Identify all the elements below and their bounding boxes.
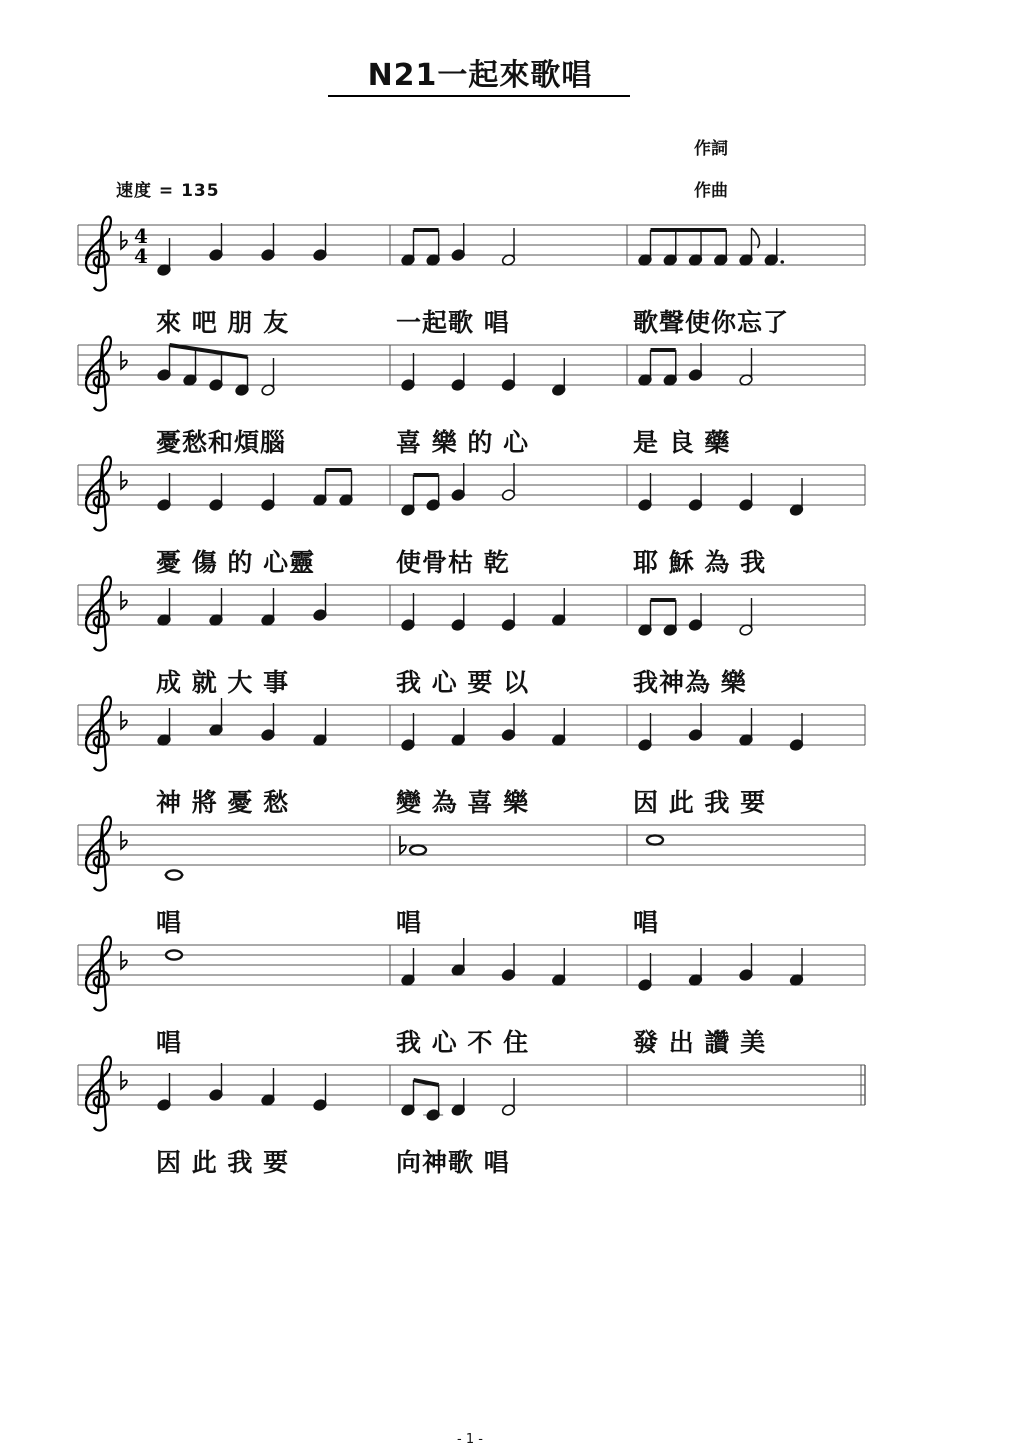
lyric-line: 我 心 不 住	[396, 1028, 530, 1057]
lyric-line: 唱	[156, 1028, 183, 1057]
lyric-line: 唱	[396, 908, 423, 937]
lyric-line: 發 出 讚 美	[633, 1028, 767, 1057]
tempo-marking: 速度 = 135	[116, 181, 220, 201]
page-number: - 1 -	[457, 1432, 483, 1447]
note-head	[166, 950, 182, 959]
treble-clef-path	[86, 937, 111, 1011]
key-signature-flat-icon	[121, 471, 127, 489]
lyric-line: 向神歌 唱	[396, 1148, 510, 1177]
key-signature-flat-icon	[121, 591, 127, 609]
lyric-line: 使骨枯 乾	[396, 548, 510, 577]
key-signature-flat-icon	[121, 231, 127, 249]
augmentation-dot	[780, 260, 784, 264]
treble-clef-path	[86, 697, 111, 771]
note-beam	[414, 1080, 439, 1085]
treble-clef-path	[86, 337, 111, 411]
song-title: N21一起來歌唱	[367, 58, 593, 93]
treble-clef-icon	[86, 1057, 111, 1131]
lyric-line: 成 就 大 事	[156, 668, 290, 697]
note-head	[647, 835, 663, 844]
lyric-line: 來 吧 朋 友	[156, 308, 290, 337]
time-signature-top: 4	[134, 224, 148, 248]
lyric-line: 變 為 喜 樂	[396, 788, 530, 817]
treble-clef-path	[86, 217, 111, 291]
lyric-line: 我神為 樂	[633, 668, 747, 697]
treble-clef-path	[86, 577, 111, 651]
lyric-line: 我 心 要 以	[396, 668, 530, 697]
key-signature-flat-icon	[121, 1071, 127, 1089]
lyric-line: 耶 穌 為 我	[633, 548, 767, 577]
treble-clef-icon	[86, 217, 111, 291]
lyric-line: 一起歌 唱	[396, 308, 510, 337]
lyricist-label: 作詞	[694, 139, 728, 159]
treble-clef-icon	[86, 697, 111, 771]
key-signature-flat-icon	[121, 831, 127, 849]
lyric-line: 喜 樂 的 心	[396, 428, 530, 457]
treble-clef-icon	[86, 937, 111, 1011]
key-signature-flat-icon	[121, 951, 127, 969]
lyric-line: 憂愁和煩腦	[156, 428, 287, 457]
treble-clef-icon	[86, 457, 111, 531]
treble-clef-path	[86, 457, 111, 531]
treble-clef-path	[86, 1057, 111, 1131]
note-head	[166, 870, 182, 879]
lyric-line: 因 此 我 要	[633, 788, 767, 817]
treble-clef-icon	[86, 337, 111, 411]
key-signature-flat-icon	[121, 711, 127, 729]
lyric-line: 歌聲使你忘了	[633, 308, 790, 337]
lyric-line: 神 將 憂 愁	[156, 788, 290, 817]
time-signature-bottom: 4	[134, 244, 148, 268]
note-head	[410, 845, 426, 854]
lyric-line: 是 良 藥	[633, 428, 731, 457]
treble-clef-path	[86, 817, 111, 891]
treble-clef-icon	[86, 577, 111, 651]
key-signature-flat-icon	[121, 351, 127, 369]
lyric-line: 因 此 我 要	[156, 1148, 290, 1177]
lyric-line: 唱	[633, 908, 660, 937]
lyric-line: 唱	[156, 908, 183, 937]
composer-label: 作曲	[694, 181, 728, 201]
lyric-line: 憂 傷 的 心靈	[156, 548, 316, 577]
treble-clef-icon	[86, 817, 111, 891]
